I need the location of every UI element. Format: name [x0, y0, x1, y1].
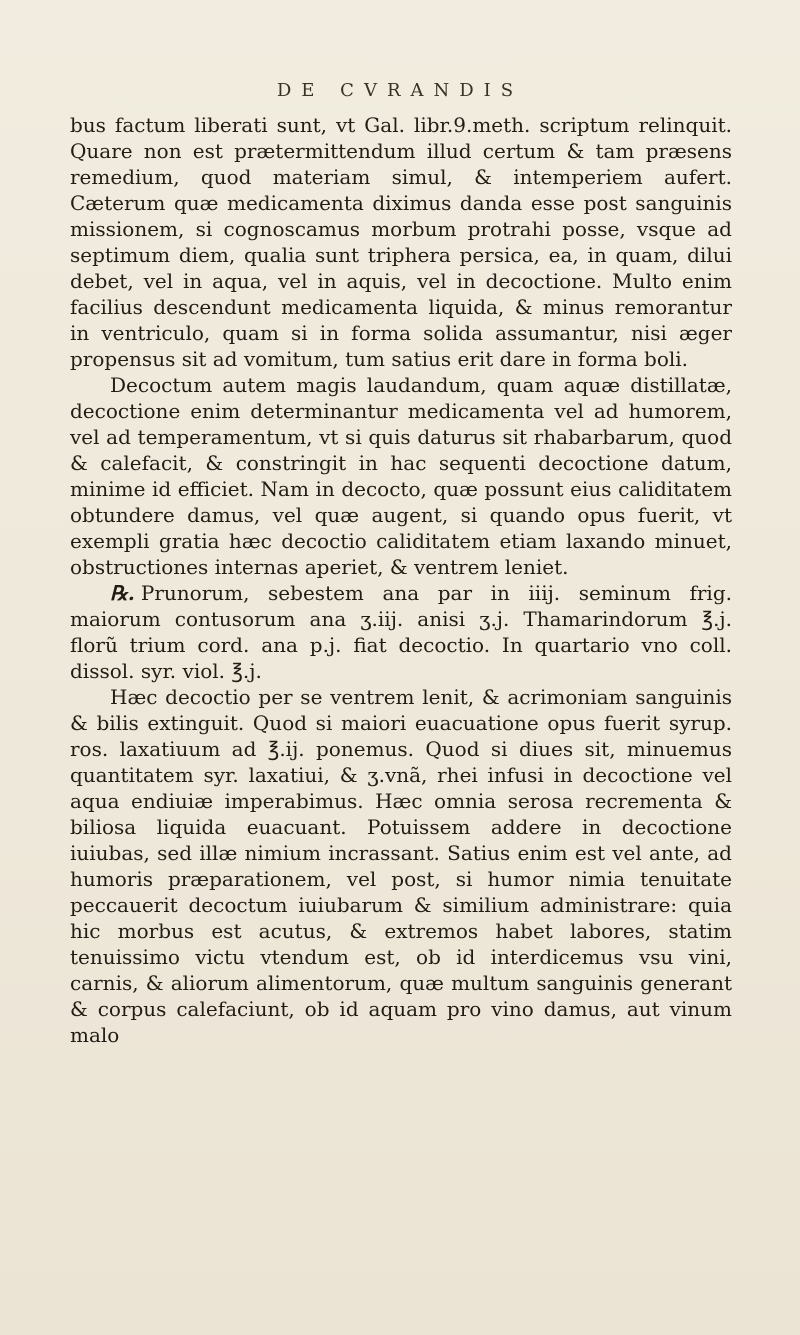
recipe-mark: ℞. — [110, 581, 135, 605]
recipe-paragraph — [70, 580, 732, 684]
body-text — [70, 112, 732, 1048]
paragraph-1: bus factum liberati sunt, vt Gal. libr.9.meth. scriptum relinquit. Quare non est prætermittendum illud certum & tam præsens remedium, quod materiam simul, & intemperiem aufert. Cæterum quæ medicamenta diximus danda esse post sanguinis missionem, si cognoscamus morbum protrahi posse, vsque ad septimum diem, qualia sunt triphera persica, ea, in quam, dilui debet, vel in aqua, vel in aquis, vel in decoctione. Multo enim facilius descendunt medicamenta liquida, & minus remorantur in ventriculo, quam si in forma solida assumantur, nisi æger propensus sit ad vomitum, tum satius erit dare in forma boli. — [70, 113, 732, 371]
paragraph-4: Hæc decoctio per se ventrem lenit, & acrimoniam sanguinis & bilis extinguit. Quod si maiori euacuatione opus fuerit syrup. ros. laxatiuum ad ℥.ij. ponemus. Quod si diues sit, minuemus quantitatem syr. laxatiui, & ʒ.vnã, rhei infusi in decoctione vel aqua endiuiæ imperabimus. Hæc omnia serosa recrementa & biliosa liquida euacuant. Potuissem addere in decoctione iuiubas, sed illæ nimium incrassant. Satius enim est vel ante, ad humoris præparationem, vel post, si humor nimia tenuitate peccauerit decoctum iuiubarum & similium administrare: quia hic morbus est acutus, & extremos habet labores, statim tenuissimo victu vtendum est, ob id interdicemus vsu vini, carnis, & aliorum alimentorum, quæ multum sanguinis generant & corpus calefaciunt, ob id aquam pro vino damus, aut vinum malo — [70, 685, 732, 1047]
paragraph-2: Decoctum autem magis laudandum, quam aquæ distillatæ, decoctione enim determinantur medicamenta vel ad humorem, vel ad temperamentum, vt si quis daturus sit rhabarbarum, quod & calefacit, & constringit in hac sequenti decoctione datum, minime id efficiet. Nam in decocto, quæ possunt eius caliditatem obtundere damus, vel quæ augent, si quando opus fuerit, vt exempli gratia hæc decoctio caliditatem etiam laxando minuet, obstructiones internas aperiet, & ventrem leniet. — [70, 373, 732, 579]
running-header: DE CVRANDIS — [276, 80, 524, 101]
recipe-text: Prunorum, sebestem ana par in iiij. seminum frig. maiorum contusorum ana ʒ.iij. anisi ʒ.j. Thamarindorum ℥.j. florũ trium cord. ana p.j. fiat decoctio. In quartario vno coll. dissol. syr. viol. ℥.j. — [70, 581, 732, 683]
